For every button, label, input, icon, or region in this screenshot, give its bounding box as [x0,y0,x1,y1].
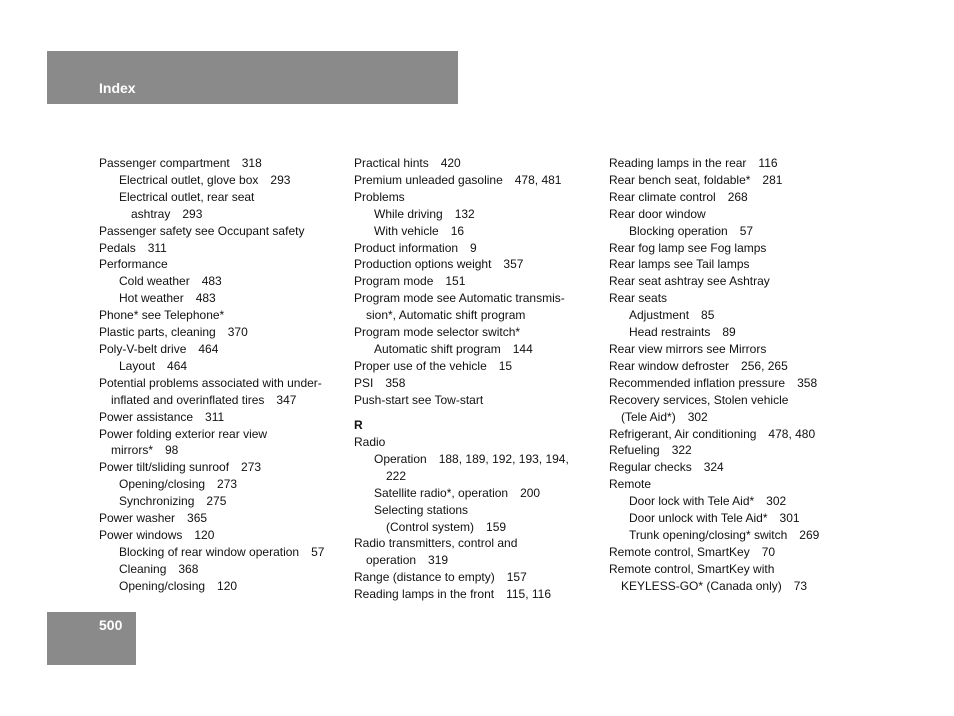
index-entry: Door unlock with Tele Aid* 301 [629,511,800,526]
page-tab [47,612,136,665]
index-entry: Program mode see Automatic transmis- [354,291,565,306]
index-entry: Passenger safety see Occupant safety [99,223,305,238]
index-entry: Remote [609,477,652,492]
index-entry: Opening/closing 273 [119,477,238,492]
index-entry: sion*, Automatic shift program [366,308,526,323]
index-entry: Push-start see Tow-start [354,392,484,407]
index-entry: Door lock with Tele Aid* 302 [629,494,787,509]
index-entry: Power assistance 311 [99,409,225,424]
index-entry: While driving 132 [374,206,475,221]
index-entry: (Tele Aid*) 302 [621,409,708,424]
index-entry: Power folding exterior rear view [99,426,268,441]
index-entry: 222 [386,468,407,483]
index-entry: Reading lamps in the rear 116 [609,156,778,170]
index-entry: Remote control, SmartKey with [609,561,775,576]
index-entry: KEYLESS-GO* (Canada only) 73 [621,578,808,593]
index-entry: Recommended inflation pressure 358 [609,375,818,390]
index-entry: Opening/closing 120 [119,578,238,593]
index-entry: ashtray 293 [131,206,203,221]
page-number: 500 [99,617,123,633]
index-entry: With vehicle 16 [374,223,465,238]
index-entry: Rear lamps see Tail lamps [609,257,750,272]
index-entry: Practical hints 420 [354,156,461,170]
index-entry: Program mode 151 [354,274,466,289]
index-entry: Regular checks 324 [609,460,724,475]
index-entry: Rear bench seat, foldable* 281 [609,172,783,187]
index-column-2 [354,155,594,603]
index-entry: Rear window defroster 256, 265 [609,358,788,373]
index-entry: Operation 188, 189, 192, 193, 194, [374,451,569,466]
index-entry: Potential problems associated with under- [99,375,322,390]
index-entry: Blocking of rear window operation 57 [119,544,325,559]
index-entry: Product information 9 [354,240,477,255]
index-entry: Performance [99,257,168,272]
index-entry: Poly-V-belt drive 464 [99,341,219,356]
index-entry: Phone* see Telephone* [99,308,225,323]
index-entry: (Control system) 159 [386,519,507,534]
index-entry: Premium unleaded gasoline 478, 481 [354,172,562,187]
index-entry: Rear view mirrors see Mirrors [609,341,767,356]
index-entry: Hot weather 483 [119,291,216,306]
index-entry: Plastic parts, cleaning 370 [99,325,248,340]
index-entry: Electrical outlet, glove box 293 [119,172,291,187]
index-entry: Program mode selector switch* [354,325,521,340]
index-entry: Rear fog lamp see Fog lamps [609,240,767,255]
index-entry: Proper use of the vehicle 15 [354,358,513,373]
index-entry: Recovery services, Stolen vehicle [609,392,789,407]
index-entry: Radio transmitters, control and [354,536,518,551]
index-entry: Radio [354,435,386,449]
index-entry: Blocking operation 57 [629,223,754,238]
index-entry: Power windows 120 [99,527,215,542]
index-entry: Refrigerant, Air conditioning 478, 480 [609,426,816,441]
index-entry: Synchronizing 275 [119,494,227,509]
index-entry: Refueling 322 [609,443,692,458]
index-entry: Cleaning 368 [119,561,199,576]
index-letter-heading: R [354,418,363,433]
index-entry: PSI 358 [354,375,406,390]
index-entry: Layout 464 [119,358,188,373]
index-entry: Cold weather 483 [119,274,222,289]
index-entry: Rear seats [609,291,668,306]
index-entry: Rear door window [609,206,706,221]
index-entry: Problems [354,189,405,204]
index-column-3 [609,155,849,595]
index-entry: Adjustment 85 [629,308,715,323]
index-entry: inflated and overinflated tires 347 [111,392,297,407]
index-entry: Selecting stations [374,502,469,517]
index-entry: Reading lamps in the front 115, 116 [354,587,552,602]
index-entry: mirrors* 98 [111,443,179,458]
index-entry: Rear climate control 268 [609,189,748,204]
header-bar [47,51,458,104]
index-entry: Automatic shift program 144 [374,341,533,356]
index-entry: Production options weight 357 [354,257,524,272]
index-entry: Pedals 311 [99,240,167,255]
index-entry: Power washer 365 [99,511,208,526]
index-entry: Range (distance to empty) 157 [354,570,527,585]
index-entry: Trunk opening/closing* switch 269 [629,527,820,542]
index-column-1 [99,155,339,595]
index-entry: Satellite radio*, operation 200 [374,485,541,500]
index-entry: Electrical outlet, rear seat [119,189,255,204]
index-entry: Head restraints 89 [629,325,736,340]
page-title: Index [99,80,136,96]
index-entry: Power tilt/sliding sunroof 273 [99,460,262,475]
index-entry: Rear seat ashtray see Ashtray [609,274,770,289]
index-entry: operation 319 [366,553,449,568]
index-entry: Passenger compartment 318 [99,156,262,170]
index-entry: Remote control, SmartKey 70 [609,544,776,559]
